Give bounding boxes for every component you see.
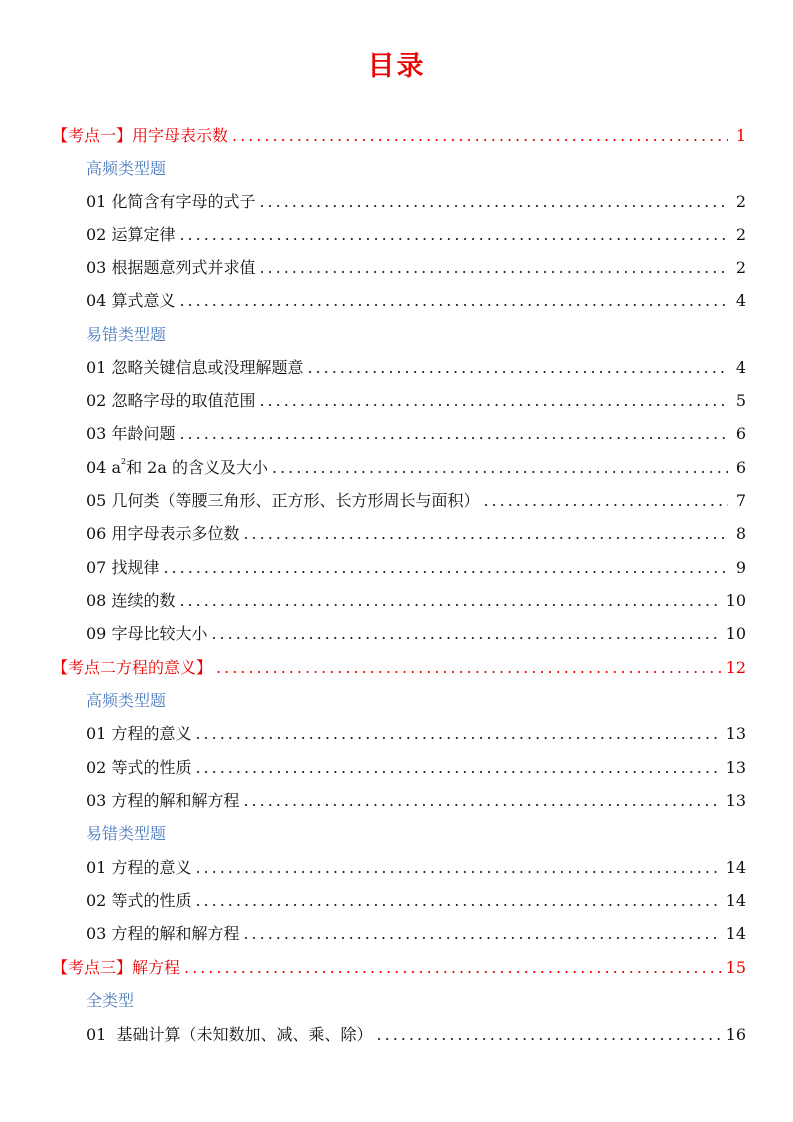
toc-page-number: 7	[735, 491, 746, 510]
toc-entry[interactable]	[86, 484, 746, 517]
toc-group-heading: 高频类型题	[86, 159, 167, 178]
toc-entry[interactable]	[86, 851, 746, 884]
toc-group-heading: 高频类型题	[86, 691, 167, 710]
toc-entry-label	[86, 451, 268, 484]
toc-entry[interactable]	[86, 584, 746, 617]
dot-leader	[243, 784, 721, 817]
toc-entry[interactable]	[86, 218, 746, 251]
dot-leader	[195, 851, 721, 884]
dot-leader	[184, 951, 722, 984]
toc-page-number: 2	[735, 225, 746, 244]
toc-page-number: 2	[735, 258, 746, 277]
toc-page-number: 4	[735, 358, 746, 377]
toc-entry[interactable]	[86, 1018, 746, 1051]
toc-entry-label: 08 连续的数	[86, 591, 176, 610]
toc-entry-label: 05 几何类（等腰三角形、正方形、长方形周长与面积）	[86, 491, 480, 510]
toc-entry-label: 03 方程的解和解方程	[86, 924, 240, 943]
toc-entry[interactable]	[86, 417, 746, 450]
toc-entry-label: 01 化简含有字母的式子	[86, 192, 256, 211]
dot-leader	[195, 717, 721, 750]
toc-page-number: 13	[725, 724, 746, 743]
toc-entry[interactable]	[86, 251, 746, 284]
toc-section-1[interactable]	[52, 119, 746, 152]
toc-entry[interactable]	[86, 717, 746, 750]
toc-entry[interactable]	[86, 384, 746, 417]
toc-section-label: 【考点二方程的意义】	[52, 658, 213, 677]
toc-entry[interactable]	[86, 551, 746, 584]
dot-leader	[179, 417, 728, 450]
dot-leader	[232, 119, 728, 152]
dot-leader	[163, 551, 728, 584]
toc-entry-label: 03 方程的解和解方程	[86, 791, 240, 810]
toc-entry-label: 02 忽略字母的取值范围	[86, 391, 256, 410]
toc-entry-label: 01 方程的意义	[86, 724, 192, 743]
dot-leader	[243, 917, 721, 950]
toc-entry-label: 02 运算定律	[86, 225, 176, 244]
toc-page-number: 10	[725, 624, 746, 643]
toc-group-heading: 全类型	[86, 991, 135, 1010]
toc-section-2[interactable]	[52, 651, 746, 684]
toc-section-3[interactable]	[52, 951, 746, 984]
dot-leader	[195, 884, 721, 917]
toc-page-number: 9	[735, 558, 746, 577]
toc-entry-label: 01 忽略关键信息或没理解题意	[86, 358, 304, 377]
dot-leader	[216, 651, 722, 684]
toc-entry[interactable]	[86, 784, 746, 817]
toc-entry-label: 07 找规律	[86, 558, 160, 577]
toc-entry[interactable]	[86, 185, 746, 218]
toc-page-number: 6	[735, 424, 746, 443]
dot-leader	[259, 251, 728, 284]
toc-page-number: 14	[725, 924, 746, 943]
toc-page-number: 14	[725, 891, 746, 910]
toc-page-number: 8	[735, 524, 746, 543]
toc-group-heading: 易错类型题	[86, 325, 167, 344]
toc-section-label: 【考点一】用字母表示数	[52, 126, 229, 145]
toc-page-number: 14	[725, 858, 746, 877]
toc-page-number: 1	[735, 126, 746, 145]
toc-page-number: 16	[725, 1025, 746, 1044]
dot-leader	[259, 185, 728, 218]
toc-entry[interactable]	[86, 284, 746, 317]
dot-leader	[243, 517, 728, 550]
toc-entry-label: 01 方程的意义	[86, 858, 192, 877]
toc-page-number: 2	[735, 192, 746, 211]
toc-entry-label: 09 字母比较大小	[86, 624, 208, 643]
toc-group-heading: 易错类型题	[86, 824, 167, 843]
toc-page-number: 12	[725, 658, 746, 677]
toc-entry-label: 01 基础计算（未知数加、减、乘、除）	[86, 1025, 373, 1044]
dot-leader	[272, 451, 728, 484]
toc-entry-label: 02 等式的性质	[86, 891, 192, 910]
dot-leader	[259, 384, 728, 417]
toc-page-number: 4	[735, 291, 746, 310]
dot-leader	[195, 751, 721, 784]
toc-entry-label-part: 和 2a 的含义及大小	[126, 458, 268, 477]
toc-entry[interactable]	[86, 884, 746, 917]
toc-page-number: 6	[735, 458, 746, 477]
dot-leader	[179, 284, 728, 317]
toc-entry-label: 03 年龄问题	[86, 424, 176, 443]
toc-page-number: 15	[725, 958, 746, 977]
toc-entry[interactable]	[86, 917, 746, 950]
toc-page-number: 10	[725, 591, 746, 610]
dot-leader	[307, 351, 728, 384]
dot-leader	[377, 1018, 722, 1051]
superscript: 2	[120, 457, 127, 466]
toc-entry[interactable]	[86, 451, 746, 484]
toc-entry[interactable]	[86, 751, 746, 784]
toc-entry[interactable]	[86, 617, 746, 650]
dot-leader	[179, 218, 728, 251]
dot-leader	[179, 584, 721, 617]
toc-entry[interactable]	[86, 517, 746, 550]
toc-entry-label: 06 用字母表示多位数	[86, 524, 240, 543]
toc-entry-label: 03 根据题意列式并求值	[86, 258, 256, 277]
toc-page-number: 13	[725, 791, 746, 810]
toc-entry-label: 04 算式意义	[86, 291, 176, 310]
toc-entry-label: 02 等式的性质	[86, 758, 192, 777]
toc-section-label: 【考点三】解方程	[52, 958, 181, 977]
page-title: 目录	[367, 51, 426, 82]
dot-leader	[483, 484, 728, 517]
toc-entry[interactable]	[86, 351, 746, 384]
toc-entry-label-part: 04 a	[86, 458, 121, 477]
toc-page-number: 13	[725, 758, 746, 777]
dot-leader	[211, 617, 721, 650]
toc-page-number: 5	[735, 391, 746, 410]
